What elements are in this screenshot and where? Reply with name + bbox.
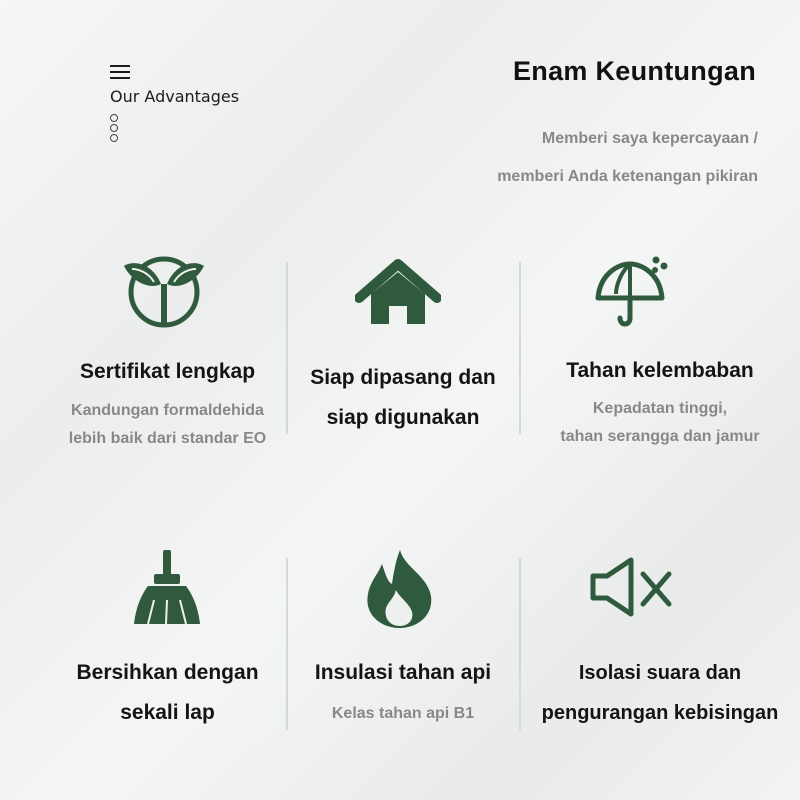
umbrella-icon bbox=[594, 254, 672, 328]
sprout-icon bbox=[124, 252, 204, 328]
broom-icon bbox=[134, 550, 202, 626]
mute-speaker-icon bbox=[589, 556, 675, 618]
subtitle-line-1: Memberi saya kepercayaan / bbox=[541, 130, 758, 147]
advantages-menu[interactable] bbox=[110, 63, 239, 144]
feature-desc: Kepadatan tinggi, tahan serangga dan jamur bbox=[560, 400, 760, 445]
feature-desc: Kelas tahan api B1 bbox=[331, 705, 475, 722]
page-subtitle bbox=[497, 120, 758, 196]
hamburger-icon[interactable] bbox=[110, 63, 130, 79]
feature-title: Siap dipasang dan siap digunakan bbox=[310, 366, 496, 429]
dots-icon bbox=[110, 114, 239, 142]
feature-title: Insulasi tahan api bbox=[314, 661, 492, 684]
menu-label: Our Advantages bbox=[110, 87, 240, 106]
flame-icon bbox=[364, 548, 436, 628]
feature-title: Bersihkan dengan sekali lap bbox=[76, 661, 259, 724]
house-icon bbox=[355, 258, 441, 326]
feature-title: Sertifikat lengkap bbox=[79, 360, 256, 383]
feature-title: Isolasi suara dan pengurangan kebisingan bbox=[541, 662, 779, 724]
feature-desc: Kandungan formaldehida lebih baik dari standar EO bbox=[68, 402, 267, 447]
page-title: Enam Keuntungan bbox=[512, 56, 756, 86]
feature-title: Tahan kelembaban bbox=[566, 359, 754, 382]
subtitle-line-2: memberi Anda ketenangan pikiran bbox=[497, 168, 758, 185]
